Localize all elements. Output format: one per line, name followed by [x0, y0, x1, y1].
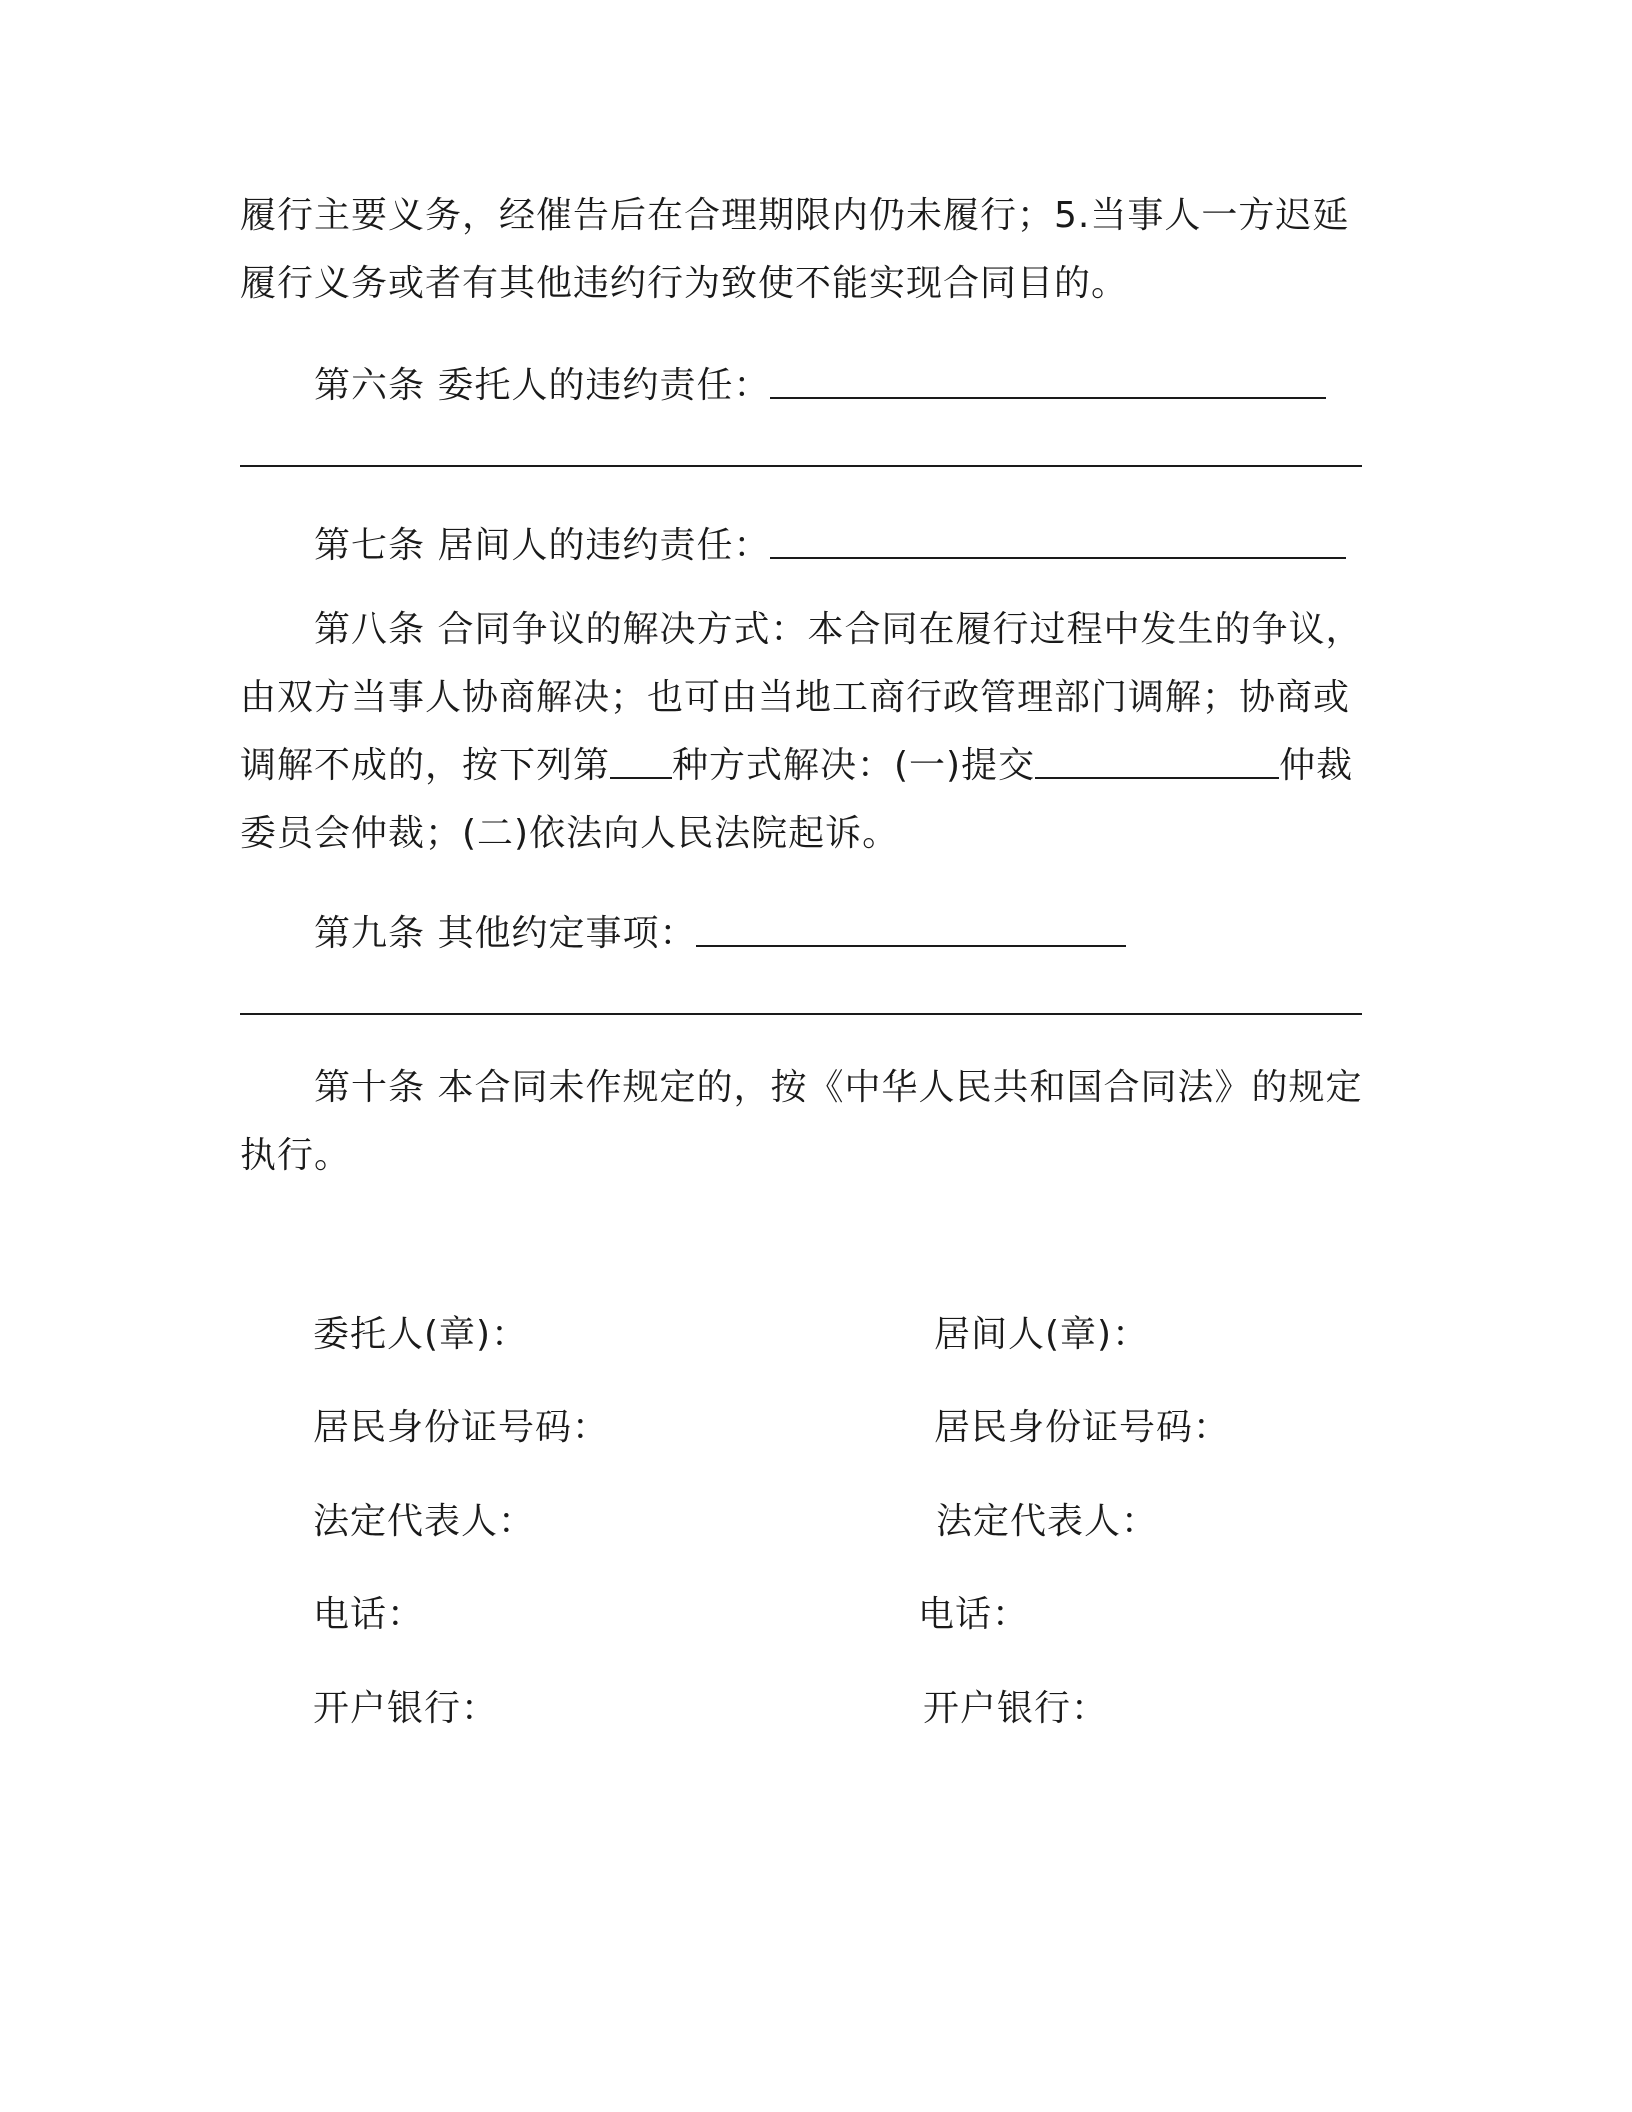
article-6-continuation-line: [240, 465, 1362, 467]
intermediary-legal-rep-label: 法定代表人：: [936, 1501, 1159, 1542]
paragraph-obligations: [240, 182, 1370, 318]
article-9-label: 第九条 其他约定事项：: [314, 913, 697, 954]
article-9-blank-line: [696, 915, 1126, 947]
article-6-label: 第六条 委托人的违约责任：: [314, 365, 771, 406]
intermediary-seal-label: 居间人(章)：: [934, 1314, 1150, 1355]
article-9-continuation-line: [240, 1013, 1362, 1015]
article-7-label: 第七条 居间人的违约责任：: [314, 525, 771, 566]
article-10: [240, 1054, 1370, 1190]
principal-phone-label: 电话：: [313, 1594, 425, 1635]
intermediary-phone-label: 电话：: [918, 1594, 1030, 1635]
article-8-text-3: 仲裁委员会仲裁；(二)依法向人民法院起诉。: [240, 745, 1354, 854]
article-6-blank-line: [770, 367, 1326, 399]
article-7: [240, 512, 1370, 580]
principal-id-number-label: 居民身份证号码：: [313, 1407, 610, 1448]
article-8-arbitration-blank: [1035, 747, 1279, 779]
intermediary-bank-label: 开户银行：: [923, 1688, 1109, 1729]
article-8-option-blank: [610, 747, 672, 779]
intermediary-id-number-label: 居民身份证号码：: [934, 1407, 1231, 1448]
principal-bank-label: 开户银行：: [313, 1688, 499, 1729]
article-9: [240, 900, 1370, 968]
principal-legal-rep-label: 法定代表人：: [313, 1501, 536, 1542]
principal-seal-label: 委托人(章)：: [313, 1314, 529, 1355]
article-6: [240, 352, 1370, 420]
article-7-blank-line: [770, 527, 1346, 559]
article-8-text-1: 第八条 合同争议的解决方式：本合同在履行过程中发生的争议，由双方当事人协商解决；也可由当地工商行政管理部门调解；协商或调解不成的，按下列第: [240, 609, 1363, 786]
article-8-text-2: 种方式解决：(一)提交: [672, 745, 1036, 786]
article-8: [240, 596, 1370, 868]
article-10-text: 第十条 本合同未作规定的，按《中华人民共和国合同法》的规定执行。: [240, 1067, 1363, 1176]
paragraph-obligations-text: 履行主要义务，经催告后在合理期限内仍未履行；5.当事人一方迟延履行义务或者有其他违约行为致使不能实现合同目的。: [240, 195, 1350, 304]
